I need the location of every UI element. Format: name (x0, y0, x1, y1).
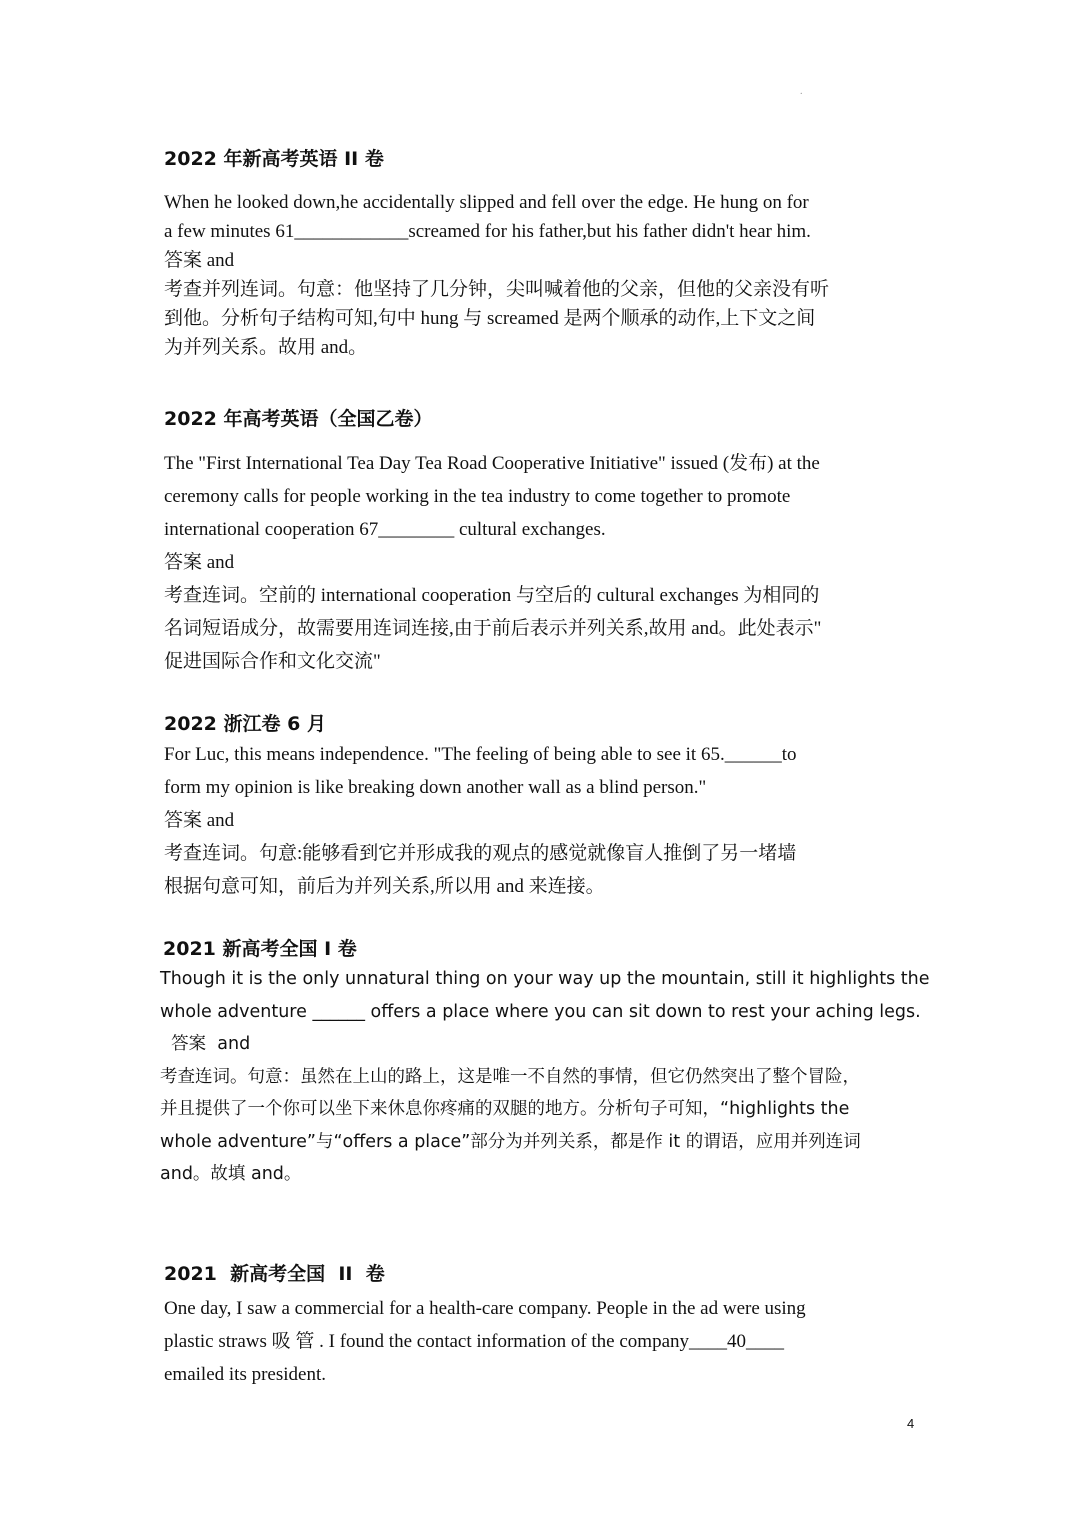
question-line: emailed its president. (164, 1364, 326, 1385)
question-line: whole adventure ______ offers a place where you can sit down to rest your aching legs. (160, 1001, 921, 1022)
section-heading: 2022 年高考英语（全国乙卷） (164, 408, 433, 430)
question-line: a few minutes 61____________screamed for his father,but his father didn't hear him. (164, 221, 811, 242)
explanation-line: 考查连词。空前的 international cooperation 与空后的 cultural exchanges 为相同的 (164, 585, 820, 606)
explanation-line: 考查连词。句意:能够看到它并形成我的观点的感觉就像盲人推倒了另一堵墙 (164, 843, 797, 864)
question-section-2 (164, 405, 924, 678)
question-section-4 (160, 935, 1010, 1191)
top-mark: . (800, 86, 803, 97)
explanation-line: 到他。分析句子结构可知,句中 hung 与 screamed 是两个顺承的动作,上下文之间 (164, 308, 816, 329)
explanation-line: 并且提供了一个你可以坐下来休息你疼痛的双腿的地方。分析句子可知，“highlights the (160, 1099, 850, 1119)
question-section-3 (164, 710, 924, 903)
explanation-line: 为并列关系。故用 and。 (164, 337, 368, 358)
question-section-1 (164, 145, 924, 362)
page-number: 4 (907, 1416, 915, 1431)
answer-line: 答案 and (164, 810, 235, 831)
question-line: When he looked down,he accidentally slipped and fell over the edge. He hung on for (164, 192, 809, 213)
question-line: Though it is the only unnatural thing on your way up the mountain, still it highlights the (160, 969, 930, 989)
section-heading: 2022 浙江卷 6 月 (164, 713, 326, 735)
explanation-line: 名词短语成分，故需要用连词连接,由于前后表示并列关系,故用 and。此处表示" (164, 618, 822, 639)
question-line: international cooperation 67________ cultural exchanges. (164, 519, 606, 540)
question-line: plastic straws 吸 管 . I found the contact information of the company____40____ (164, 1331, 785, 1352)
explanation-line: and。故填 and。 (160, 1164, 302, 1184)
explanation-line: 根据句意可知，前后为并列关系,所以用 and 来连接。 (164, 876, 605, 897)
explanation-line: 促进国际合作和文化交流" (164, 651, 381, 672)
question-line: For Luc, this means independence. "The feeling of being able to see it 65.______to (164, 744, 797, 765)
answer-line: 答案 and (164, 250, 235, 271)
question-line: The "First International Tea Day Tea Road Cooperative Initiative" issued (发布) at the (164, 453, 820, 474)
explanation-line: 考查连词。句意：虽然在上山的路上，这是唯一不自然的事情，但它仍然突出了整个冒险， (160, 1066, 860, 1087)
explanation-line: whole adventure”与“offers a place”部分为并列关系，都是作 it 的谓语，应用并列连词 (160, 1131, 861, 1152)
answer-line: 答案 and (164, 552, 235, 573)
section-heading: 2021 新高考全国 I 卷 (163, 938, 357, 960)
question-line: One day, I saw a commercial for a health-care company. People in the ad were using (164, 1298, 806, 1319)
question-line: form my opinion is like breaking down another wall as a blind person." (164, 777, 707, 798)
section-heading: 2021 新高考全国 II 卷 (164, 1263, 385, 1285)
section-heading: 2022 年新高考英语 II 卷 (164, 148, 384, 170)
question-section-5 (164, 1260, 924, 1391)
answer-line: 答案 and (160, 1034, 251, 1054)
explanation-line: 考查并列连词。句意：他坚持了几分钟，尖叫喊着他的父亲，但他的父亲没有听 (164, 279, 830, 300)
question-line: ceremony calls for people working in the tea industry to come together to promote (164, 486, 791, 507)
